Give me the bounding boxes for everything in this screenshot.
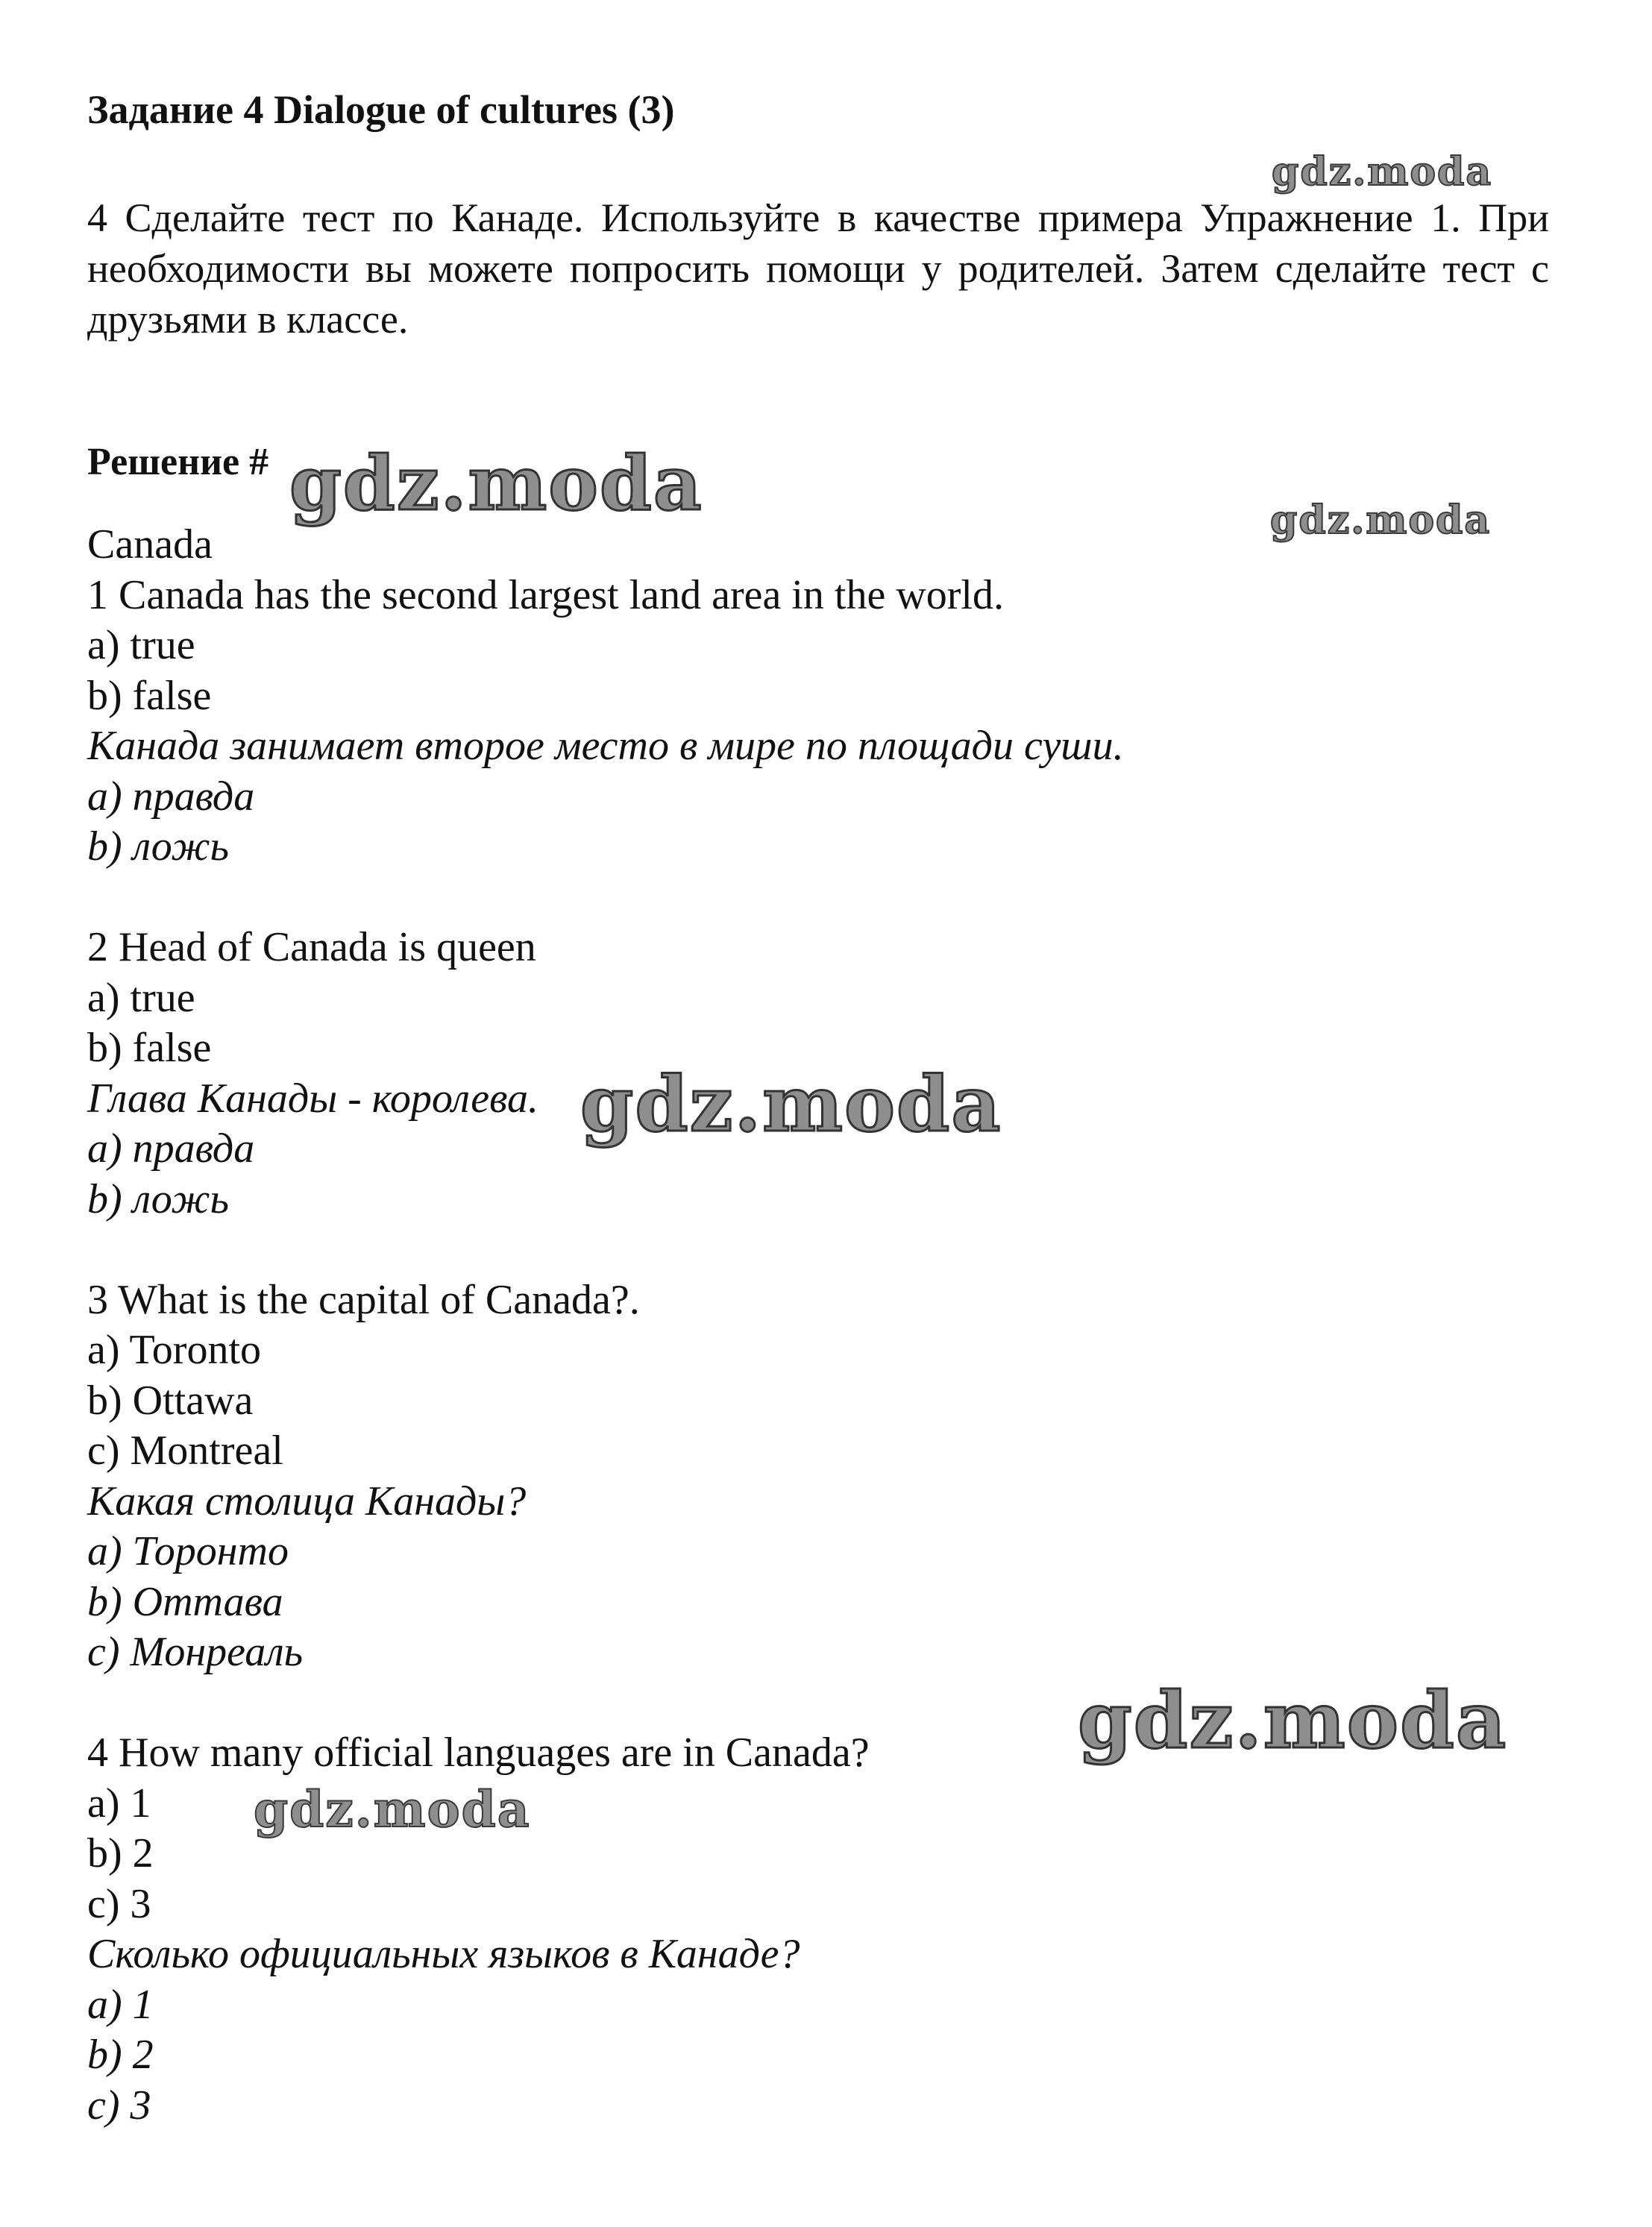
q4-option-a: a) 1 xyxy=(87,1780,151,1826)
q2-translation: Глава Канады - королева. xyxy=(87,1075,539,1122)
q3-question: 3 What is the capital of Canada?. xyxy=(87,1276,640,1323)
q3-translation-b: b) Оттава xyxy=(87,1578,283,1625)
q1-option-b: b) false xyxy=(87,672,212,719)
q1-question: 1 Canada has the second largest land area in the world. xyxy=(87,571,1004,618)
q1-translation-b: b) ложь xyxy=(87,823,229,870)
q2-translation-b: b) ложь xyxy=(87,1175,229,1222)
q4-translation-b: b) 2 xyxy=(87,2032,154,2078)
spacer xyxy=(87,1225,1124,1275)
q1-translation: Канада занимает второе место в мире по площади суши. xyxy=(87,723,1124,769)
q3-translation: Какая столица Канады? xyxy=(87,1477,527,1524)
q4-question: 4 How many official languages are in Canada? xyxy=(87,1730,870,1776)
task-heading: Задание 4 Dialogue of cultures (3) xyxy=(87,87,675,132)
quiz-title: Canada xyxy=(87,521,213,568)
q2-option-b: b) false xyxy=(87,1025,212,1071)
spacer xyxy=(87,1678,1124,1729)
q4-option-b: b) 2 xyxy=(87,1830,154,1876)
task-instructions: 4 Сделайте тест по Канаде. Используйте в качестве примера Упражнение 1. При необходимости вы можете попросить помощи у родителей. Затем сделайте тест с друзьями в классе. xyxy=(87,195,1549,342)
q4-translation-a: a) 1 xyxy=(87,1981,154,2028)
spacer xyxy=(87,873,1124,923)
q3-translation-c: c) Монреаль xyxy=(87,1629,304,1675)
solution-label: Решение # xyxy=(87,441,269,483)
q3-translation-a: a) Торонто xyxy=(87,1528,289,1574)
watermark: gdz.moda xyxy=(254,1780,531,1838)
quiz-content xyxy=(87,520,1124,2131)
watermark: gdz.moda xyxy=(1078,1674,1508,1766)
q4-translation: Сколько официальных языков в Канаде? xyxy=(87,1931,800,1977)
q1-translation-a: a) правда xyxy=(87,773,255,820)
q3-option-a: a) Toronto xyxy=(87,1327,261,1373)
watermark: gdz.moda xyxy=(1270,497,1492,543)
watermark: gdz.moda xyxy=(580,1060,1002,1149)
q2-question: 2 Head of Canada is queen xyxy=(87,924,536,970)
q4-translation-c: c) 3 xyxy=(87,2082,151,2129)
q4-option-c: c) 3 xyxy=(87,1880,151,1927)
q3-option-b: b) Ottawa xyxy=(87,1377,254,1424)
watermark: gdz.moda xyxy=(289,439,703,527)
q1-option-a: a) true xyxy=(87,622,195,668)
watermark: gdz.moda xyxy=(1272,149,1493,195)
q2-translation-a: a) правда xyxy=(87,1125,255,1172)
q2-option-a: a) true xyxy=(87,974,195,1021)
q3-option-c: c) Montreal xyxy=(87,1427,283,1474)
